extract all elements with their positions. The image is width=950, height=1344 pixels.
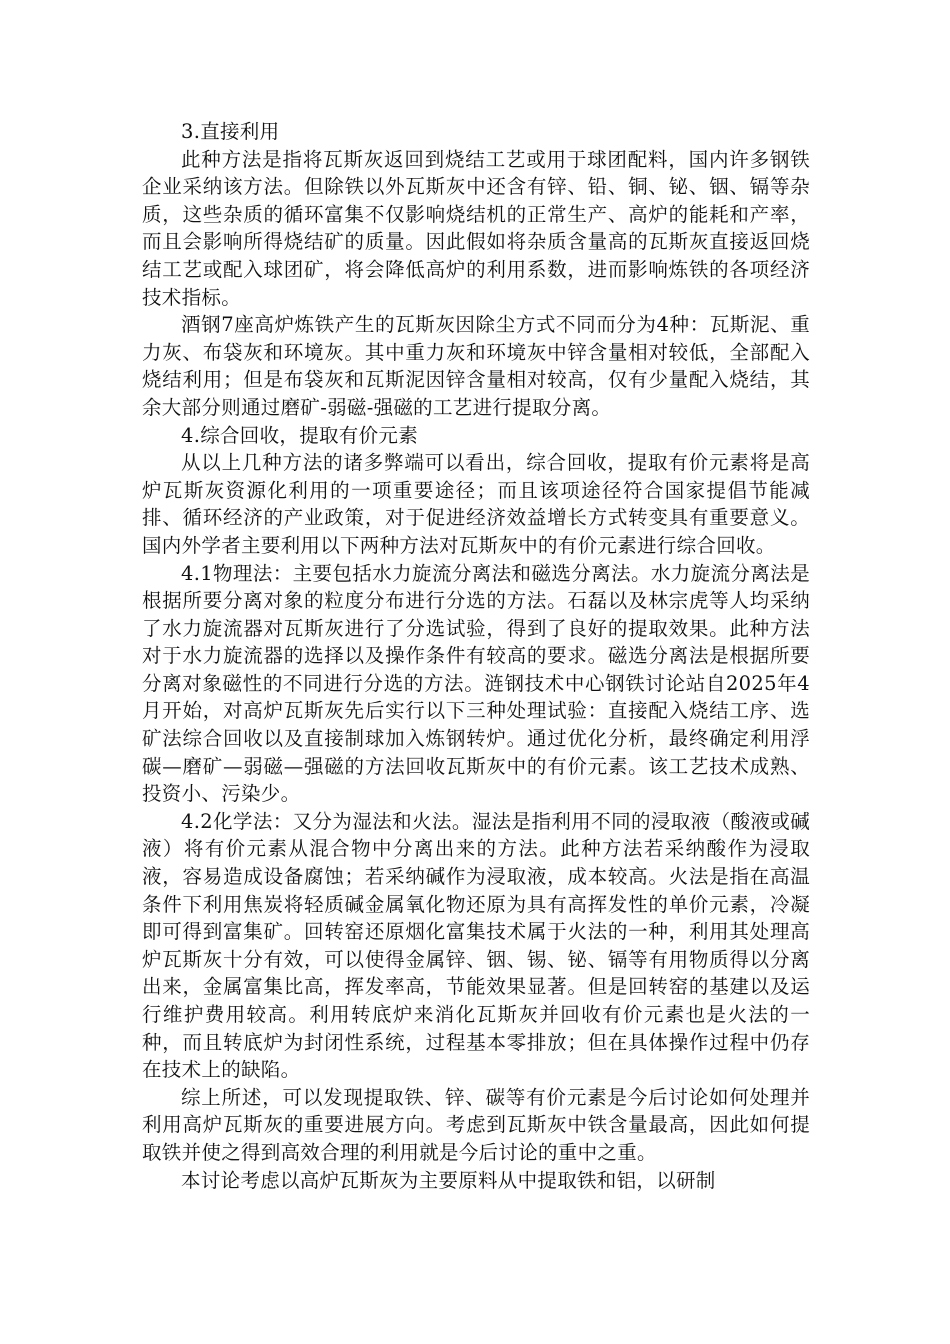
section-heading-direct-use: 3.直接利用 (181, 120, 280, 143)
paragraph: 4.1物理法：主要包括水力旋流分离法和磁选分离法。水力旋流分离法是根据所要分离对象的粒度分布进行分选的方法。石磊以及林宗虎等人均采纳了水力旋流器对瓦斯灰进行了分选试验，得到了良好的提取效果。此种方法对于水力旋流器的选择以及操作条件有较高的要求。磁选分离法是根据所要分离对象磁性的不同进行分选的方法。涟钢技术中心钢铁讨论站自2025年4月开始，对高炉瓦斯灰先后实行以下三种处理试验：直接配入烧结工序、选矿法综合回收以及直接制球加入炼钢转炉。通过优化分析，最终确定利用浮碳—磨矿—弱磁—强磁的方法回收瓦斯灰中的有价元素。该工艺技术成熟、投资小、污染少。 (142, 561, 810, 806)
body-text (142, 118, 810, 1194)
section-heading-comprehensive-recovery: 4.综合回收，提取有价元素 (181, 423, 419, 447)
paragraph: 此种方法是指将瓦斯灰返回到烧结工艺或用于球团配料，国内许多钢铁企业采纳该方法。但除铁以外瓦斯灰中还含有锌、铅、铜、铋、铟、镉等杂质，这些杂质的循环富集不仅影响烧结机的正常生产、高炉的能耗和产率，而且会影响所得烧结矿的质量。因此假如将杂质含量高的瓦斯灰直接返回烧结工艺或配入球团矿，将会降低高炉的利用系数，进而影响炼铁的各项经济技术指标。 (142, 147, 810, 309)
paragraph: 本讨论考虑以高炉瓦斯灰为主要原料从中提取铁和铝，以研制 (181, 1168, 716, 1192)
paragraph: 酒钢7座高炉炼铁产生的瓦斯灰因除尘方式不同而分为4种：瓦斯泥、重力灰、布袋灰和环境灰。其中重力灰和环境灰中锌含量相对较低，全部配入烧结利用；但是布袋灰和瓦斯泥因锌含量相对较高，仅有少量配入烧结，其余大部分则通过磨矿-弱磁-强磁的工艺进行提取分离。 (142, 313, 810, 419)
paragraph: 综上所述，可以发现提取铁、锌、碳等有价元素是今后讨论如何处理并利用高炉瓦斯灰的重要进展方向。考虑到瓦斯灰中铁含量最高，因此如何提取铁并使之得到高效合理的利用就是今后讨论的重中之重。 (142, 1085, 810, 1164)
paragraph: 从以上几种方法的诸多弊端可以看出，综合回收，提取有价元素将是高炉瓦斯灰资源化利用的一项重要途径；而且该项途径符合国家提倡节能减排、循环经济的产业政策，对于促进经济效益增长方式转变具有重要意义。国内外学者主要利用以下两种方法对瓦斯灰中的有价元素进行综合回收。 (142, 451, 810, 557)
paragraph: 4.2化学法：又分为湿法和火法。湿法是指利用不同的浸取液（酸液或碱液）将有价元素从混合物中分离出来的方法。此种方法若采纳酸作为浸取液，容易造成设备腐蚀；若采纳碱作为浸取液，成本较高。火法是指在高温条件下利用焦炭将轻质碱金属氧化物还原为具有高挥发性的单价元素，冷凝即可得到富集矿。回转窑还原烟化富集技术属于火法的一种，利用其处理高炉瓦斯灰十分有效，可以使得金属锌、铟、锡、铋、镉等有用物质得以分离出来，金属富集比高，挥发率高，节能效果显著。但是回转窑的基建以及运行维护费用较高。利用转底炉来消化瓦斯灰并回收有价元素也是火法的一种，而且转底炉为封闭性系统，过程基本零排放；但在具体操作过程中仍存在技术上的缺陷。 (142, 809, 810, 1082)
